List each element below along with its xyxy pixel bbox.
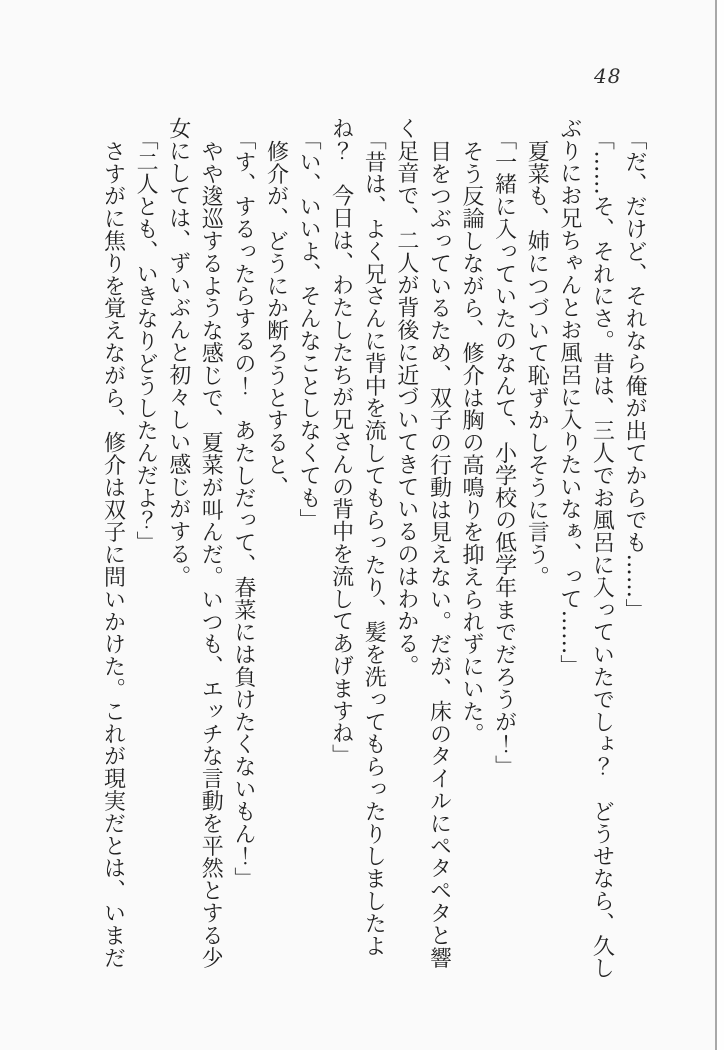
text-line: 「昔は、よく兄さんに背中を流してもらったり、髪を洗ってもらったりしましたよ bbox=[361, 128, 387, 957]
text-line: 「す、するったらするの！ あたしだって、春菜には負けたくないもん！」 bbox=[230, 128, 256, 890]
text-line: 目をつぶっているため、双子の行動は見えない。だが、床のタイルにペタペタと響 bbox=[426, 140, 452, 969]
text-line: やや逡巡するような感じで、夏菜が叫んだ。いつも、エッチな言動を平然とする少 bbox=[198, 140, 224, 969]
page-number: 48 bbox=[594, 64, 622, 88]
page-text-block bbox=[95, 117, 650, 1002]
text-line: さすがに焦りを覚えながら、修介は双子に問いかけた。これが現実だとは、いまだ bbox=[100, 140, 126, 969]
text-line: 「い、いいよ、そんなことしなくても」 bbox=[296, 128, 322, 532]
text-line: 「だ、だけど、それなら俺が出てからでも……」 bbox=[622, 128, 647, 621]
text-line: 修介が、どうにか断ろうとすると、 bbox=[263, 140, 289, 499]
text-line: 「二人とも、いきなりどうしたんだよ？」 bbox=[133, 128, 159, 554]
text-line: 「一緒に入っていたのなんて、小学校の低学年までだろうが！」 bbox=[491, 128, 517, 778]
text-line: ぶりにお兄ちゃんとお風呂に入りたいなぁ、って……」 bbox=[556, 117, 582, 677]
page-edge-strip bbox=[717, 0, 724, 1050]
text-line: 夏菜も、姉につづいて恥ずかしそうに言う。 bbox=[524, 140, 550, 588]
text-line: 女にしては、ずいぶんと初々しい感じがする。 bbox=[165, 117, 191, 588]
text-line: く足音で、二人が背後に近づいてきているのはわかる。 bbox=[393, 117, 419, 677]
text-line: そう反論しながら、修介は胸の高鳴りを抑えられずにいた。 bbox=[459, 140, 485, 745]
text-line: ね？ 今日は、わたしたちが兄さんの背中を流してあげますね」 bbox=[328, 117, 354, 767]
text-line: 「……そ、それにさ。昔は、三人でお風呂に入っていたでしょ？ どうせなら、久し bbox=[589, 128, 615, 980]
